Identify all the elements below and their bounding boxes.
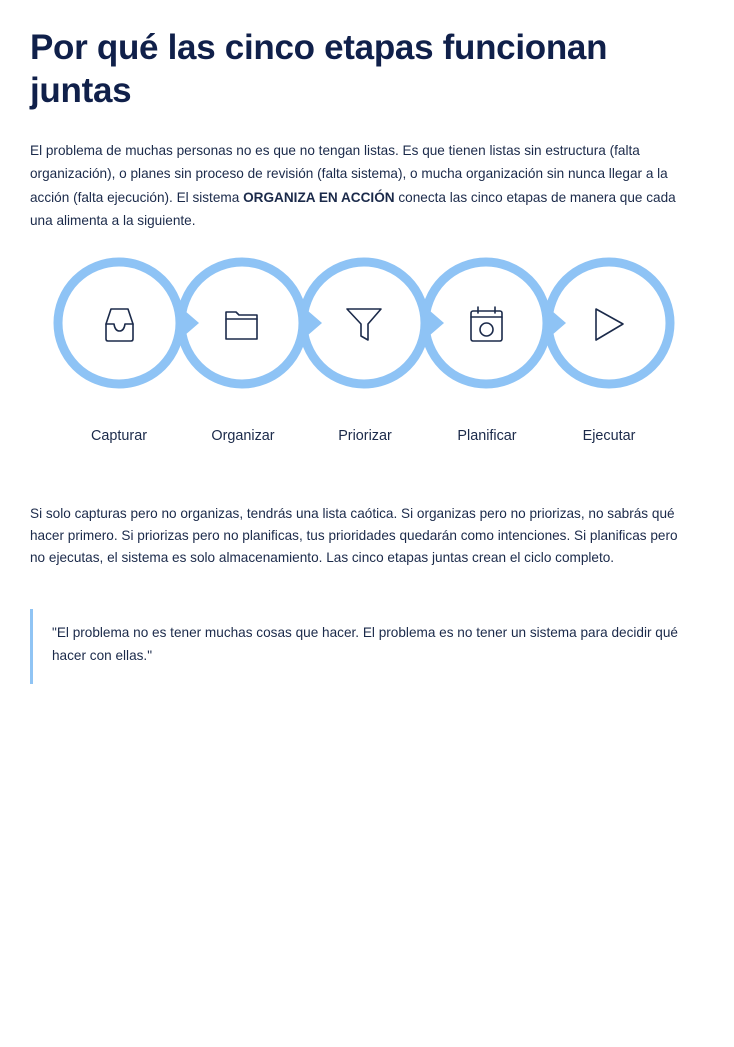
intro-text-before: El problema de muchas personas no es que no tengan listas. Es que tienen listas sin estructura (falta organización), o planes sin proceso de revisión (falta sistema), o mucha organización sin nunca llegar a la acción (falta ejecución). El sistema [30, 143, 668, 205]
stage-circle-ejecutar [548, 262, 670, 384]
intro-paragraph [30, 139, 694, 232]
stage-label-organizar: Organizar [211, 428, 275, 444]
stage-labels [30, 428, 704, 450]
closing-paragraph: Si solo capturas pero no organizas, tendrás una lista caótica. Si organizas pero no priorizas, no sabrás qué hacer primero. Si priorizas pero no planificas, tus prioridades quedarán como intenciones. Si planificas pero no ejecutas, el sistema es solo almacenamiento. Las cinco etapas juntas crean el ciclo completo. [30, 506, 678, 566]
pull-quote [30, 609, 694, 684]
pull-quote-text: "El problema no es tener muchas cosas que hacer. El problema es no tener un sistema para decidir qué hacer con ellas." [52, 625, 678, 663]
stage-label-priorizar: Priorizar [338, 428, 392, 444]
stage-circle-capturar [58, 262, 180, 384]
system-name-emphasis: ORGANIZA EN ACCIÓN [243, 189, 395, 205]
stage-label-capturar: Capturar [91, 428, 147, 444]
intro-text-after: conecta las cinco etapas de manera que cada una alimenta a la siguiente. [30, 189, 676, 228]
stage-circle-organizar [181, 262, 303, 384]
stages-diagram [53, 256, 675, 391]
page-title: Por qué las cinco etapas funcionan juntas [30, 28, 608, 110]
stage-label-ejecutar: Ejecutar [582, 428, 636, 444]
stage-label-planificar: Planificar [457, 428, 517, 444]
